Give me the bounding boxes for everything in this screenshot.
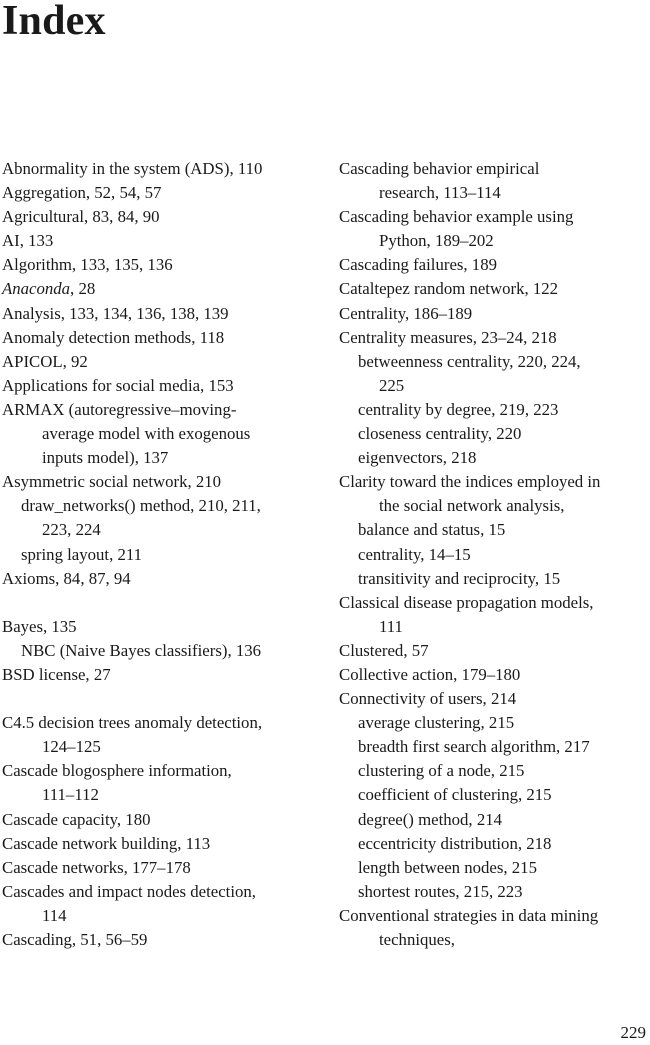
- index-entry: [2, 277, 320, 301]
- index-entry: Cascade networks, 177–178: [2, 857, 191, 877]
- page-title: Index: [2, 0, 106, 44]
- index-entry-continuation: average model with exogenous: [42, 424, 251, 444]
- index-entry: Cataltepez random network, 122: [339, 279, 559, 299]
- index-subentry: length between nodes, 215: [358, 857, 537, 877]
- index-entry: Collective action, 179–180: [339, 664, 521, 684]
- index-entry: Clarity toward the indices employed in: [339, 472, 601, 492]
- index-entry: Cascading behavior empirical: [339, 159, 540, 178]
- index-subentry: eigenvectors, 218: [358, 448, 477, 468]
- index-entry: AI, 133: [2, 231, 54, 251]
- index-entry: Cascading behavior example using: [339, 207, 574, 227]
- index-entry-continuation: Python, 189–202: [379, 231, 494, 251]
- index-subentry: closeness centrality, 220: [358, 424, 522, 444]
- index-entry-continuation: techniques,: [379, 930, 455, 949]
- index-entry: Asymmetric social network, 210: [2, 472, 222, 492]
- index-subentry: degree() method, 214: [358, 809, 502, 829]
- index-entry: Connectivity of users, 214: [339, 689, 517, 709]
- index-column-left: [2, 157, 320, 952]
- index-subentry: spring layout, 211: [21, 544, 143, 564]
- index-entry-continuation: inputs model), 137: [42, 448, 169, 468]
- index-entry: Centrality measures, 23–24, 218: [339, 327, 557, 347]
- index-subentry: breadth first search algorithm, 217: [358, 737, 590, 757]
- index-subentry: transitivity and reciprocity, 15: [358, 568, 561, 588]
- index-entry-continuation: the social network analysis,: [379, 496, 565, 516]
- index-entry-continuation: 114: [42, 905, 67, 925]
- index-entry: Axioms, 84, 87, 94: [2, 568, 131, 588]
- index-pages: , 28: [70, 279, 96, 299]
- index-entry-continuation: 124–125: [42, 737, 101, 757]
- index-subentry: clustering of a node, 215: [358, 761, 525, 781]
- index-subentry: draw_networks() method, 210, 211,: [21, 496, 261, 516]
- index-entry: Bayes, 135: [2, 616, 77, 636]
- index-entry: Cascading failures, 189: [339, 255, 497, 275]
- index-entry: APICOL, 92: [2, 351, 88, 371]
- index-subentry: shortest routes, 215, 223: [358, 881, 523, 901]
- index-entry: Conventional strategies in data mining: [339, 905, 599, 925]
- index-subentry: balance and status, 15: [358, 520, 506, 540]
- page-number: 229: [620, 1023, 646, 1042]
- index-entry-continuation: 111: [379, 616, 403, 636]
- index-entry: Anomaly detection methods, 118: [2, 327, 225, 347]
- index-entry: BSD license, 27: [2, 664, 111, 684]
- index-subentry: betweenness centrality, 220, 224,: [358, 351, 581, 371]
- index-subentry: coefficient of clustering, 215: [358, 785, 552, 805]
- index-entry-continuation: research, 113–114: [379, 183, 501, 203]
- index-entry: Analysis, 133, 134, 136, 138, 139: [2, 303, 229, 323]
- index-entry: Aggregation, 52, 54, 57: [2, 183, 162, 203]
- index-term-italic: Anaconda: [2, 279, 71, 299]
- index-entry: C4.5 decision trees anomaly detection,: [2, 713, 263, 733]
- index-entry: Classical disease propagation models,: [339, 592, 594, 612]
- index-entry: Algorithm, 133, 135, 136: [2, 255, 173, 275]
- index-column-right: [339, 157, 650, 952]
- index-entry-continuation: 111–112: [42, 785, 99, 805]
- index-entry: Cascades and impact nodes detection,: [2, 881, 256, 901]
- index-entry: Cascading, 51, 56–59: [2, 930, 148, 949]
- index-entry: ARMAX (autoregressive–moving-: [2, 399, 237, 419]
- index-entry: Abnormality in the system (ADS), 110: [2, 159, 263, 178]
- index-entry: Cascade network building, 113: [2, 833, 211, 853]
- index-subentry: average clustering, 215: [358, 713, 515, 733]
- index-entry: Cascade blogosphere information,: [2, 761, 232, 781]
- index-subentry: NBC (Naive Bayes classifiers), 136: [21, 640, 262, 660]
- index-subentry: centrality, 14–15: [358, 544, 471, 564]
- index-entry: Centrality, 186–189: [339, 303, 473, 323]
- index-subentry: eccentricity distribution, 218: [358, 833, 552, 853]
- index-entry: Agricultural, 83, 84, 90: [2, 207, 160, 227]
- index-entry-continuation: 225: [379, 375, 405, 395]
- index-entry: Clustered, 57: [339, 640, 429, 660]
- index-entry-continuation: 223, 224: [42, 520, 101, 540]
- index-subentry: centrality by degree, 219, 223: [358, 399, 559, 419]
- index-entry: Applications for social media, 153: [2, 375, 234, 395]
- index-entry: Cascade capacity, 180: [2, 809, 151, 829]
